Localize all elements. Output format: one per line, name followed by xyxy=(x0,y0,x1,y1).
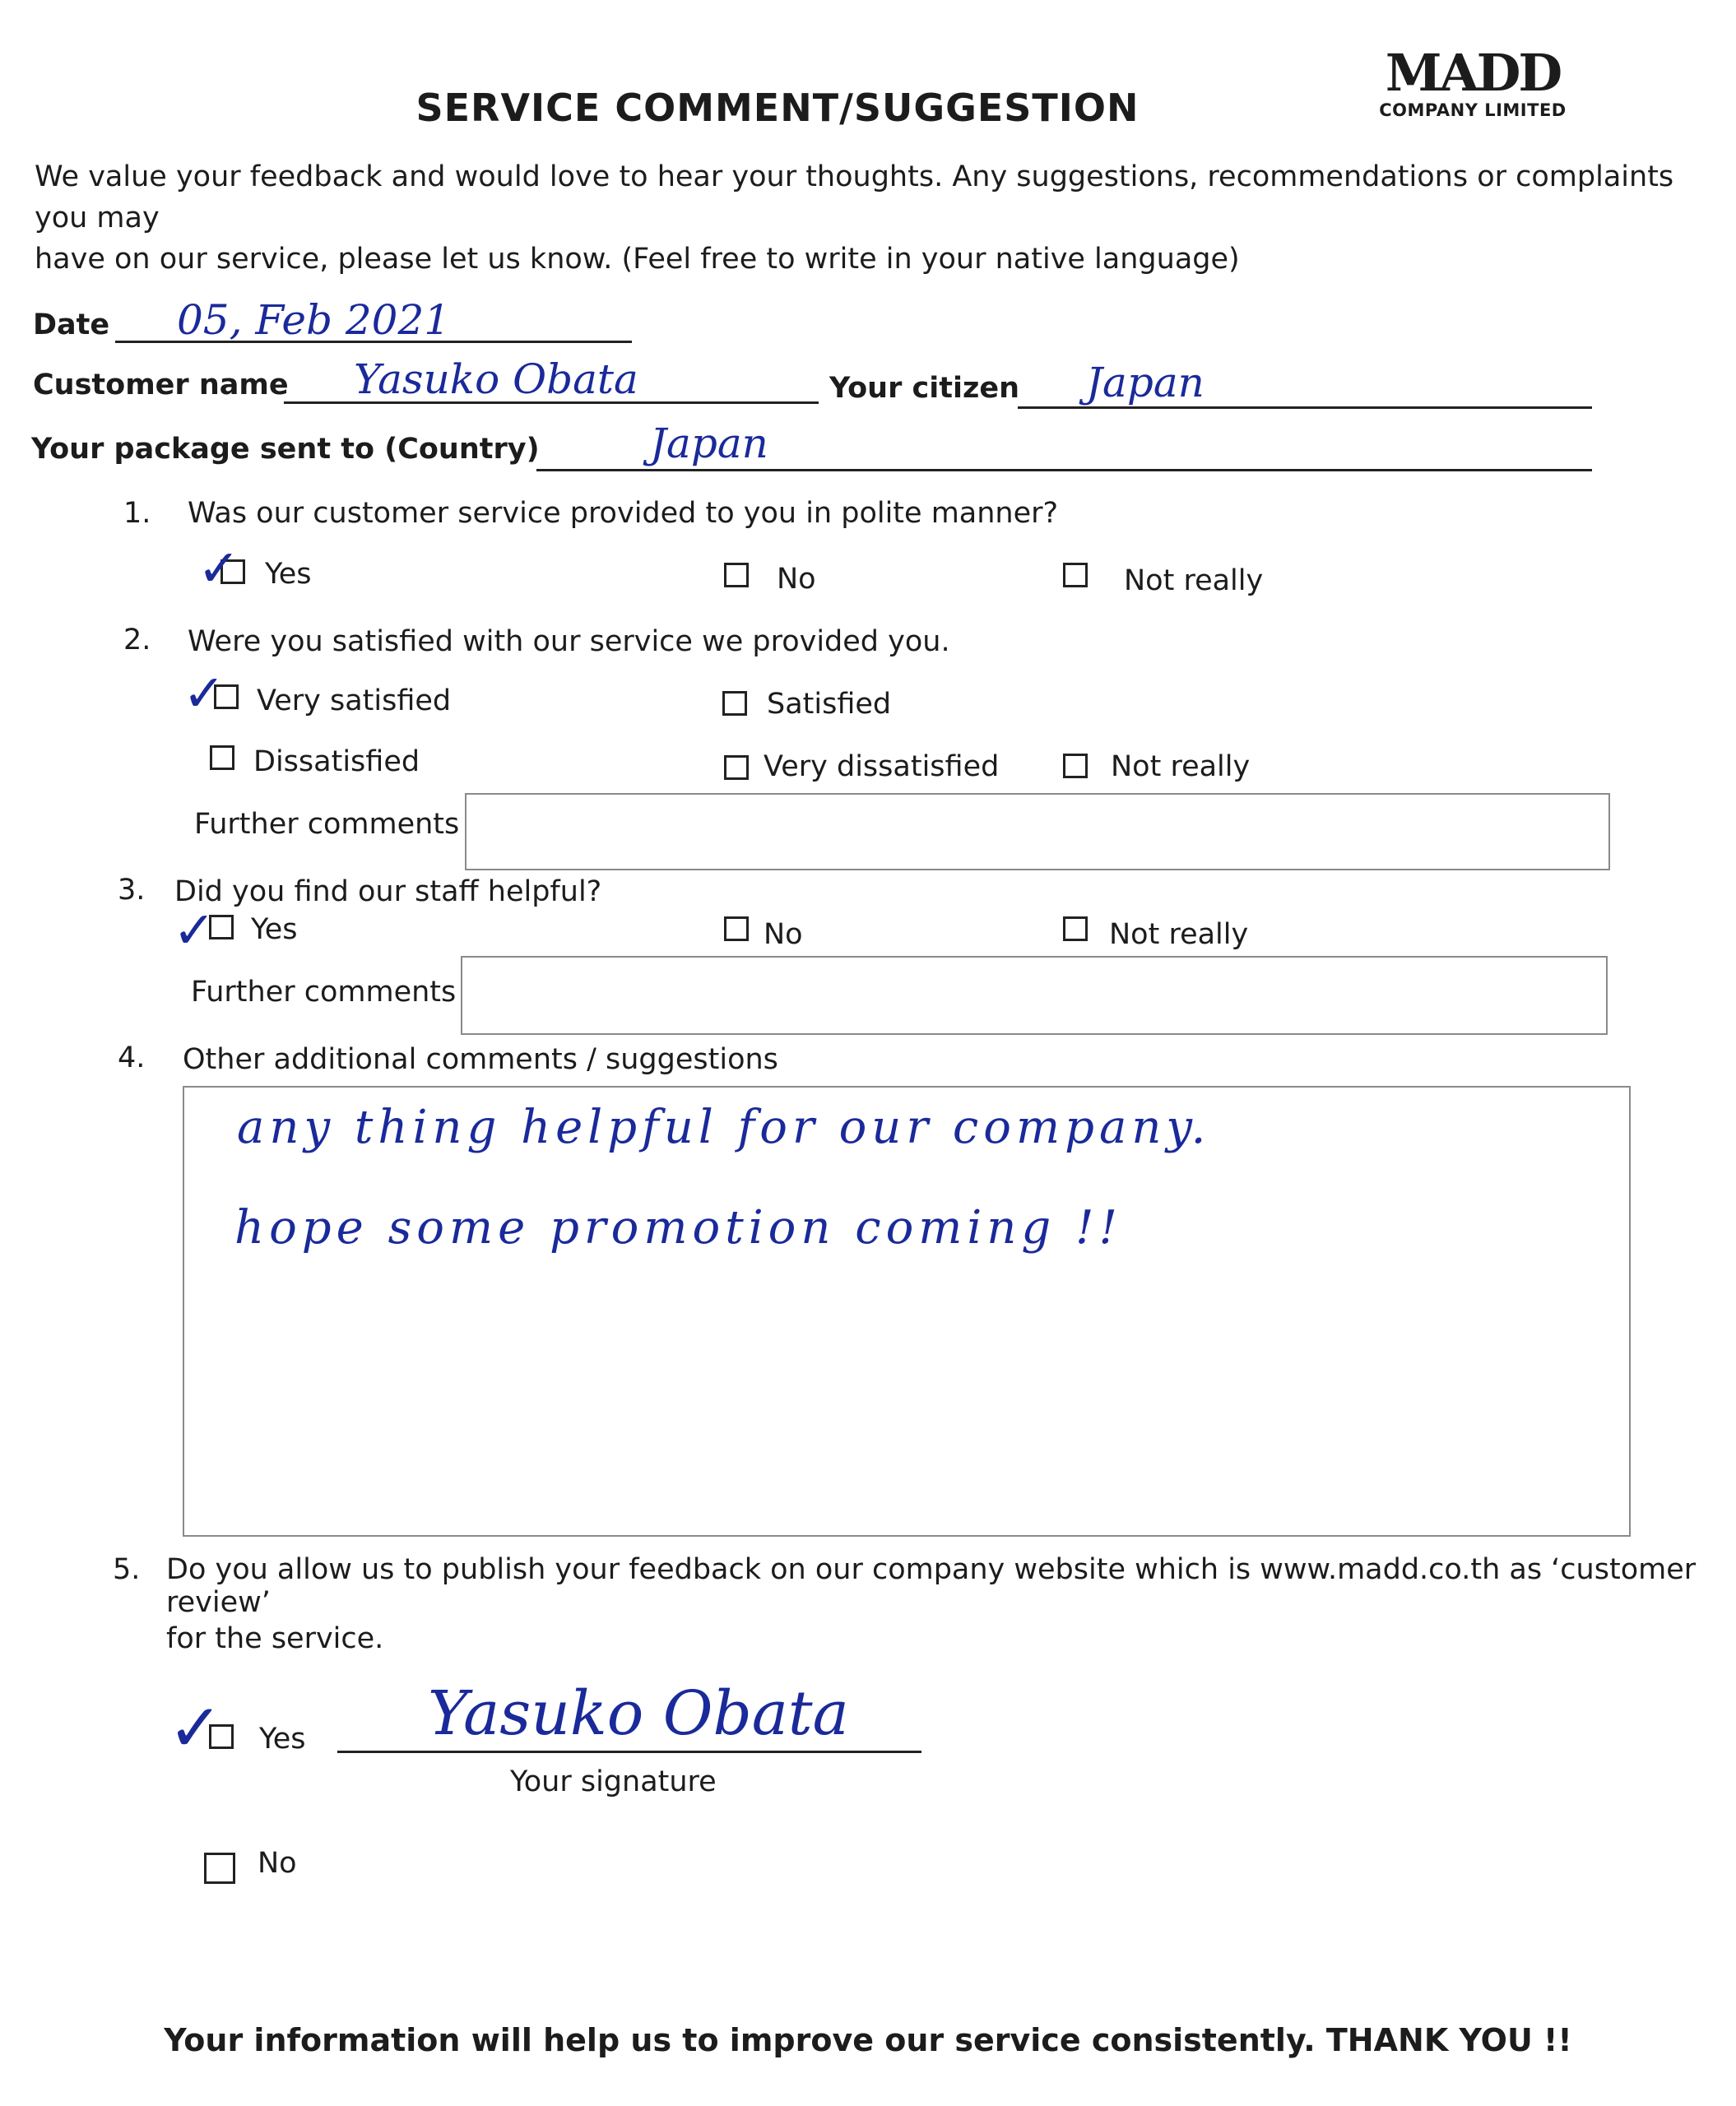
q5-question-line-1: Do you allow us to publish your feedback on our company website which is www.madd.co.th as ‘customer review’ xyxy=(166,1553,1697,1619)
q4-number: 4. xyxy=(118,1041,146,1074)
intro-line-1: We value your feedback and would love to hear your thoughts. Any suggestions, recommendations or complaints you may xyxy=(35,160,1674,234)
q1-yes-label: Yes xyxy=(265,558,312,591)
logo-mark: MADD xyxy=(1385,43,1561,103)
q2-question: Were you satisfied with our service we provided you. xyxy=(188,625,950,658)
q1-not-really-label: Not really xyxy=(1124,564,1264,597)
country-field[interactable]: Japan xyxy=(650,420,768,467)
q4-question: Other additional comments / suggestions xyxy=(183,1043,778,1076)
q2-dissatisfied-checkbox[interactable] xyxy=(210,745,234,770)
q2-satisfied-checkbox[interactable] xyxy=(722,691,747,716)
citizen-label: Your citizen xyxy=(829,372,1020,405)
q1-no-label: No xyxy=(777,563,816,596)
company-logo xyxy=(1366,43,1580,120)
q1-question: Was our customer service provided to you in polite manner? xyxy=(188,497,1059,530)
date-field[interactable]: 05, Feb 2021 xyxy=(177,296,451,344)
date-label: Date xyxy=(33,308,110,341)
intro-text xyxy=(35,156,1697,280)
customer-name-label: Customer name xyxy=(33,369,289,401)
q3-not-really-checkbox[interactable] xyxy=(1063,916,1088,941)
footer-thank-you: Your information will help us to improve our service consistently. THANK YOU !! xyxy=(164,2022,1572,2058)
q3-number: 3. xyxy=(118,874,146,907)
check-mark-icon: ✓ xyxy=(183,663,225,723)
check-mark-icon: ✓ xyxy=(197,538,240,598)
q2-very-satisfied-label: Very satisfied xyxy=(257,684,452,717)
check-mark-icon: ✓ xyxy=(173,900,216,960)
page-title: SERVICE COMMENT/SUGGESTION xyxy=(415,86,1140,130)
q1-no-checkbox[interactable] xyxy=(724,563,749,587)
q5-number: 5. xyxy=(113,1553,141,1586)
signature-label: Your signature xyxy=(510,1765,717,1798)
q2-dissatisfied-label: Dissatisfied xyxy=(253,745,420,778)
q2-very-dissatisfied-label: Very dissatisfied xyxy=(764,750,1000,783)
q5-question xyxy=(166,1553,1713,1655)
q2-number: 2. xyxy=(123,624,151,656)
country-line xyxy=(536,469,1592,471)
q2-further-comments-input[interactable] xyxy=(465,793,1610,870)
q2-not-really-label: Not really xyxy=(1111,750,1251,783)
q1-not-really-checkbox[interactable] xyxy=(1063,563,1088,587)
q3-no-label: No xyxy=(764,918,803,951)
q2-further-comments-label: Further comments xyxy=(194,808,460,841)
signature: Yasuko Obata xyxy=(428,1678,849,1749)
q2-satisfied-label: Satisfied xyxy=(767,688,892,721)
signature-line xyxy=(337,1751,921,1753)
country-label: Your package sent to (Country) xyxy=(31,433,540,466)
q5-question-line-2: for the service. xyxy=(166,1622,384,1655)
q4-comment-line-1: any thing helpful for our company. xyxy=(237,1101,1211,1154)
q1-number: 1. xyxy=(123,497,151,530)
q2-not-really-checkbox[interactable] xyxy=(1063,754,1088,778)
q3-not-really-label: Not really xyxy=(1109,918,1249,951)
q3-further-comments-label: Further comments xyxy=(191,976,457,1009)
q3-yes-label: Yes xyxy=(251,913,298,946)
q4-comment-line-2: hope some promotion coming !! xyxy=(234,1201,1123,1255)
check-mark-icon: ✓ xyxy=(168,1690,224,1766)
citizen-line xyxy=(1018,406,1592,409)
q2-very-dissatisfied-checkbox[interactable] xyxy=(724,755,749,780)
logo-subtitle: COMPANY LIMITED xyxy=(1379,100,1567,120)
q5-yes-label: Yes xyxy=(259,1723,306,1756)
q3-further-comments-input[interactable] xyxy=(461,956,1608,1035)
q3-no-checkbox[interactable] xyxy=(724,916,749,941)
q5-no-checkbox[interactable] xyxy=(204,1853,235,1884)
citizen-field[interactable]: Japan xyxy=(1086,359,1205,406)
q5-no-label: No xyxy=(258,1847,297,1880)
customer-name-field[interactable]: Yasuko Obata xyxy=(354,355,638,403)
intro-line-2: have on our service, please let us know. (Feel free to write in your native language) xyxy=(35,243,1240,276)
q3-question: Did you find our staff helpful? xyxy=(174,875,602,908)
